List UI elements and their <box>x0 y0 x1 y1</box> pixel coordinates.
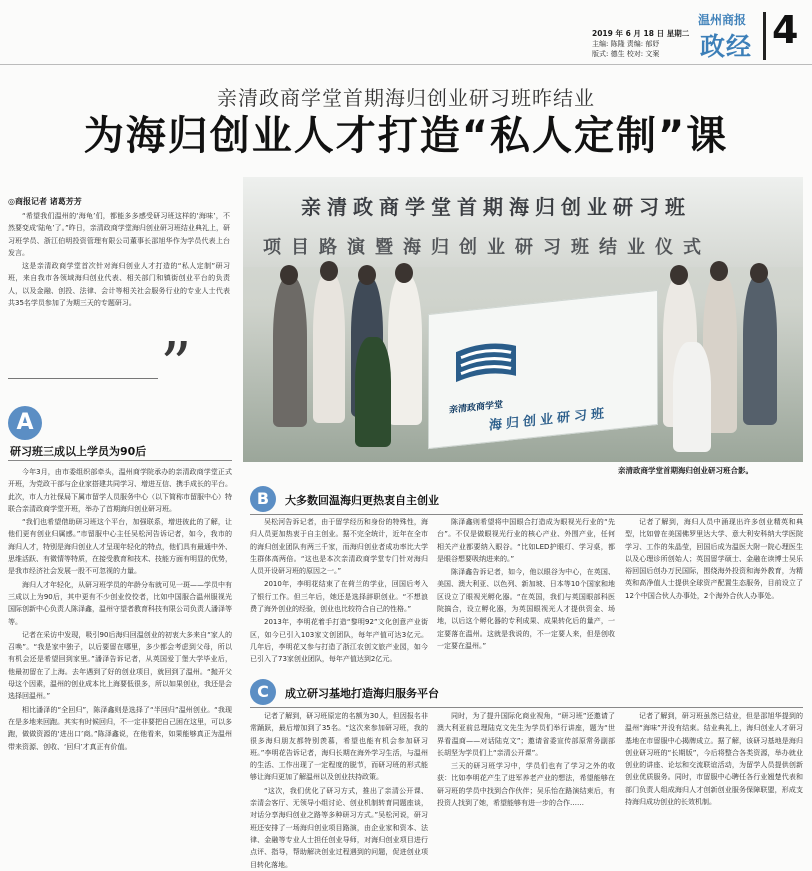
body-paragraph: 三天的研习班学习中，学员们也有了学习之外的收获：比如李明花产生了进军养老产业的想法，希望能够在研习班的学员中找到合作伙伴；吴乐怡在路演结束后，有投资人找到了她，希望能够有进一步的合作…… <box>437 762 615 808</box>
person-figure <box>743 275 777 425</box>
person-head <box>395 263 413 283</box>
academy-logo-icon <box>451 335 521 397</box>
section-b-badge: B <box>250 486 276 512</box>
lead-column <box>8 210 230 368</box>
person-head <box>320 261 338 281</box>
body-paragraph: “这次，我们优化了研习方式，推出了亲清公开课、亲清会客厅、无领导小组讨论、创业机制转育同题座谈，对话分享海归创业之路等多种研习方式。”吴松河说，研习班还安排了一场海归创业项目路演，由企业家和资本、法律、金融等专业人士担任创业导师，对海归创业项目进行点评、指导，帮助解决创业过程遇到的问题，促进创业项目转化落地。 <box>250 786 428 869</box>
banner-line-2: 项目路演暨海归创业研习班结业仪式 <box>263 237 711 258</box>
person-figure <box>313 273 345 423</box>
person-head <box>358 265 376 285</box>
section-c-title: 成立研习基地打造海归服务平台 <box>285 687 439 700</box>
article-subhead: 亲清政商学堂首期海归创业研习班昨结业 <box>217 86 595 110</box>
person-figure <box>673 342 711 452</box>
body-paragraph: 海归人才年轻化，从研习班学员的年龄分布就可见一斑——学员中有三成以上为90后，其中更有不少创业佼佼者，比如中国服合温州服视光国际创新中心负责人陈泽鑫，温州守望者教育科技有限公司负责人潘泽等等。 <box>8 580 232 626</box>
body-paragraph: 相比潘泽的“全回归”，陈泽鑫则是选择了“半回归”温州创业。“我现在是多地来回跑。其实有时候回归，不一定非要把自己困在这里，可以多跑，做做资源的‘进出口’商。”陈泽鑫说，在他看来，如果能够真正为温州带来资源、创收、‘回归’才真正有价值。 <box>8 705 232 751</box>
section-c-rule <box>250 707 803 708</box>
layout-credits: 版式: 德生 校对: 文案 <box>592 50 660 58</box>
body-paragraph: “我们也希望借助研习班这个平台，加强联系，增进彼此的了解，让他们更有创业归属感。”市留服中心主任吴松河告诉记者，如今，我市的海归人才，特别是海归创业人才呈现年轻化的特点，他们具有最通中外、思维活跃、有微情等特质，在接受教育和技术、技能方面有明显的优势，是我市经济社会发展一股不可忽视的力量。 <box>8 518 232 576</box>
section-b-column-2 <box>437 516 615 676</box>
banner-flag <box>428 290 658 449</box>
section-c-column-2 <box>437 710 615 864</box>
lead-paragraph: “希望我们温州的‘海龟’们，都能多多感受研习班这样的‘海味’，不然要变成‘陆龟’了。”昨日，亲清政商学堂海归创业研习班结业典礼上，研习班学员、浙江伯明投资管理有限公司董事长邵旭华作为学员代表上台发言。 <box>8 212 230 257</box>
body-paragraph: 陈泽鑫则希望将中国眼合打造成为眼视光行业的“先台”。不仅是做眼视光行业的核心产业、外围产业，任何相关产业都要纳入眼谷。“比如LED护眼灯、学习桌，都是眼谷想要吸纳进来的。” <box>437 518 615 563</box>
paper-name: 温州商报 <box>698 13 747 27</box>
byline: ◎商报记者 诸葛芳芳 <box>8 197 82 206</box>
section-a-badge: A <box>8 406 42 440</box>
flag-title: 海归创业研习班 <box>489 406 609 434</box>
issue-date: 2019 年 6 月 18 日 星期二 <box>592 29 690 38</box>
body-paragraph: 吴松河告诉记者，由于留学经历和身份的特殊性，海归人员更加热衷于自主创业。据不完全统计，近年在全市的海归创业团队有两三千家，而海归创业者成功率比大学生群体高两倍。“这也是本次亲清政商学堂专门针对海归人员开设研习班的原因之一。” <box>250 518 428 576</box>
masthead-divider <box>763 12 766 60</box>
body-paragraph: 同时，为了提升国际化商业视角，“研习班”还邀请了澳大利亚前总理陆克文先生为学员们举行讲座，题为“世界看温商——对话陆克文”；邀请省委宣传部原常务副部长胡坚为学员们上“亲清公开课”。 <box>437 712 615 757</box>
body-paragraph: 记者在采访中发现，吸引90后海归回温创业的初衷大多来自“家人的召唤”。“我是家中独子，以后要留在哪里，多少都会考虑到父母，所以有机会还是希望回到家里。”潘泽告诉记者，从英国爱丁堡大学毕业后，他最初留在了上海。去年遇到了好的创业项目，就回到了温州。“抛开父母这个因素，温州的创业成本比上海要低很多，所以如果创业，我还是会选择回温州。” <box>8 630 232 701</box>
section-c-column-3 <box>625 710 803 864</box>
person-figure <box>355 337 391 447</box>
section-a-column <box>8 466 232 864</box>
photo-caption: 亲清政商学堂首期海归创业研习班合影。 <box>618 466 753 475</box>
lead-paragraph: 这是亲清政商学堂首次针对海归创业人才打造的“私人定制”研习班，来自我市各领域海归创业代表、相关部门和镇街创业平台的负责人，以及金融、创投、法律、会计等相关社会服务行业的专业人士代表共35名学员参加了为期三天的专题研习。 <box>8 262 230 308</box>
body-paragraph: 记者了解到，海归人员中涌现出许多创业精英和典型，比如曾在美国佛罗里达大学、意大利安科纳大学医院学习、工作的朱晶莹，回国后成为温医大附一院心理医生以及心理诊所创始人；英国留学硕士、金融在读博士吴乐裕回国后创办万民国际，围绕海外投资和海外教育，为精英和高净值人士提供全球资产配置生态服务，目前设立了12个中国合伙人办事处，2个海外合伙人办事处。 <box>625 518 803 600</box>
person-head <box>710 261 728 281</box>
body-paragraph: 今年3月，由市委组织部牵头，温州商学院承办的亲清政商学堂正式开班，为党政干部与企业家搭建共同学习、增进互信、携手成长的平台。此次，市人力社保局下属市留学人员服务中心（以下简称市留服中心）特联合亲清政商学堂开班，举办了首期海归创业研习班。 <box>8 468 232 513</box>
body-paragraph: 陈泽鑫告诉记者，如今，他以眼谷为中心，在英国、美国、澳大利亚、以色列、新加坡、日本等10个国家和地区设立了眼视光孵化器。“在英国，我们与英国眼部科医院搞合，设立孵化器，为英国眼视光人才提供资金、场地，以后这个孵化器的专利成果、成果转化后的量产，一定要落在温州。这就是我说的，不一定要人来，但是创收一定要在温州。” <box>437 568 615 650</box>
person-head <box>750 263 768 283</box>
section-a-title: 研习班三成以上学员为90后 <box>10 445 147 458</box>
section-c-badge: C <box>250 679 276 705</box>
body-paragraph: 2013年，李明花着手打造“黎明92”文化创意产业街区，如今已引入103家文创团队，每年产值可达3亿元。几年后，李明花又参与打造了浙江农创文旅产业园，如今已引入了73家创业团队，每年产值达到2亿元。 <box>250 618 428 664</box>
group-photo <box>243 177 803 462</box>
section-b-column-1 <box>250 516 428 676</box>
event-banner <box>243 177 803 267</box>
flag-org-name: 亲清政商学堂 <box>449 400 504 416</box>
section-name: 政经 <box>700 32 753 61</box>
body-paragraph: 2010年，李明花结束了在荷兰的学业，回国后考入了银行工作。但三年后，她还是选择辞职创业。“不想浪费了海外创业的经验，创业也比较符合自己的性格。” <box>250 580 428 614</box>
quote-mark-icon: ” <box>160 328 192 401</box>
person-figure <box>388 275 422 425</box>
article-headline: 为海归创业人才打造“私人定制”课 <box>83 113 729 159</box>
page-number: 4 <box>772 8 799 52</box>
section-a-rule <box>8 460 232 461</box>
banner-line-1: 亲清政商学堂首期海归创业研习班 <box>301 195 691 219</box>
body-paragraph: 记者了解到，研习班虽然已结业，但是邵旭华提到的温州“海味”并没有结束。结业典礼上，海归创业人才研习基地在市留服中心揭牌成立。据了解，该研习基地是海归创业研习班的“长期版”，今后将整合各类资源，举办就业创业的讲座、论坛和交流联谊活动，为留学人员提供创新创业优质服务。同时，市留服中心聘任各行业翘楚代表和部门负责人组成海归人才创新创业服务保障联盟，形成支持海归成功创业的长效机制。 <box>625 712 803 807</box>
section-c-column-1 <box>250 710 428 869</box>
person-figure <box>273 277 307 427</box>
person-head <box>670 265 688 285</box>
masthead-rule <box>0 64 812 65</box>
person-head <box>280 265 298 285</box>
masthead <box>0 0 812 64</box>
section-b-rule <box>250 514 803 515</box>
lead-divider <box>8 378 158 379</box>
editor-credits: 主编: 陈隆 责编: 郁妤 <box>592 40 660 48</box>
section-b-column-3 <box>625 516 803 676</box>
section-b-title: 大多数回温海归更热衷自主创业 <box>285 494 439 507</box>
body-paragraph: 记者了解到，研习班原定的名额为30人，但因报名非常踊跃，最后增加到了35名。“这次来参加研习班，我的很多海归朋友都特别羡慕，希望也能有机会参加研习班。”李明花告诉记者，海归长期在海外学习生活，与温州的生活、工作出现了一定程度的脱节，而研习班的形式能够让海归更加了解温州以及创业扶持政策。 <box>250 712 428 782</box>
